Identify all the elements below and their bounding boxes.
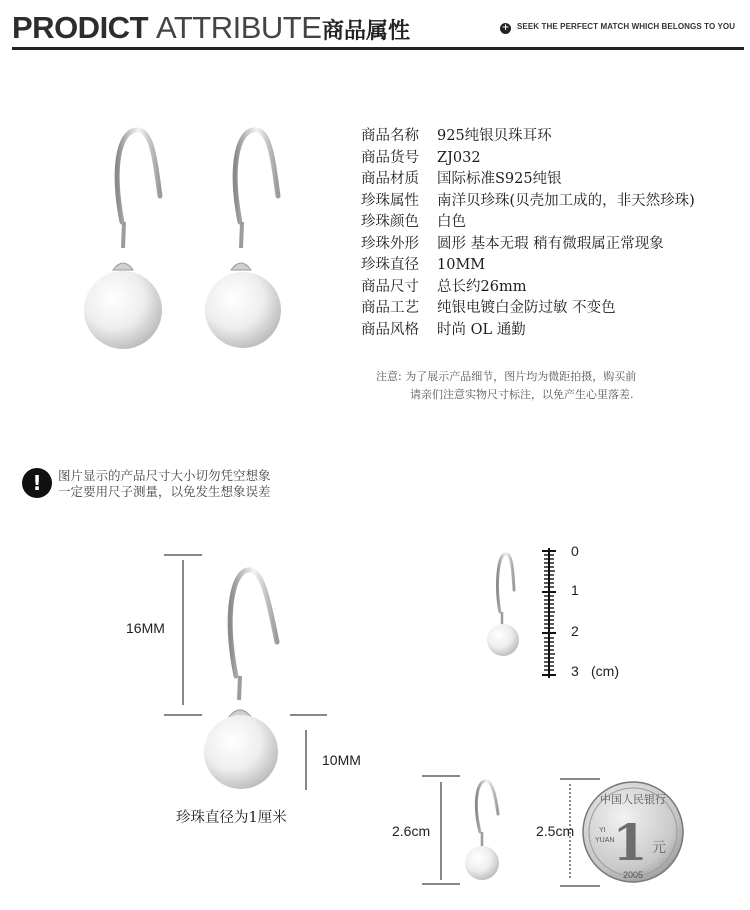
ruler-tick-3: 3: [571, 663, 579, 679]
ruler-tick-1: 1: [571, 582, 579, 598]
ruler-tick-2: 2: [571, 623, 579, 639]
coin-denomination: 1: [612, 813, 648, 872]
earring-coin-compare: [465, 781, 499, 880]
note-line-2: 请亲们注意实物尺寸标注，以免产生心里落差.: [410, 388, 634, 401]
attribute-list: [361, 124, 695, 339]
coin-yi: YI: [599, 827, 606, 834]
warning-line-1: 图片显示的产品尺寸大小切勿凭空想象: [58, 468, 271, 483]
attr-row: 商品名称 925纯银贝珠耳环: [361, 128, 552, 144]
plus-icon: +: [501, 23, 510, 33]
ruler-unit: (cm): [591, 663, 619, 679]
pearl-diameter-caption: 珍珠直径为1厘米: [176, 810, 287, 826]
ruler-tick-0: 0: [571, 543, 579, 559]
attr-row: 珍珠属性 南洋贝珍珠(贝壳加工成的，非天然珍珠): [361, 192, 695, 209]
earring-right: [205, 130, 281, 348]
attr-row: 商品工艺 纯银电镀白金防过敏 不变色: [361, 300, 616, 316]
photo-note: [376, 368, 636, 404]
attr-row: 珍珠外形 圆形 基本无瑕 稍有微瑕属正常现象: [361, 235, 664, 252]
title-chinese: 商品属性: [322, 19, 411, 44]
attr-row: 珍珠直径 10MM: [361, 257, 486, 273]
header-slogan: SEEK THE PERFECT MATCH WHICH BELONGS TO YOU: [517, 22, 736, 31]
coin-diameter-label: 2.5cm: [536, 823, 575, 839]
earring-large: [204, 570, 278, 789]
earring-length-label: 2.6cm: [392, 823, 431, 839]
title-bold: PRODICT: [12, 10, 148, 45]
coin-top-text: 中国人民银行: [600, 793, 666, 806]
attr-row: 商品材质 国际标准S925纯银: [361, 171, 562, 187]
earring-left: [84, 130, 162, 349]
attr-row: 商品货号 ZJ032: [361, 149, 481, 166]
note-line-1: 注意: 为了展示产品细节，图片均为微距拍摄，购买前: [376, 370, 637, 383]
exclamation-icon: !: [22, 468, 52, 498]
attr-row: 商品尺寸 总长约26mm: [361, 278, 527, 295]
hook-length-label: 16MM: [126, 620, 165, 636]
title-light: ATTRIBUTE: [156, 10, 322, 45]
warning-line-2: 一定要用尺子测量，以免发生想象误差: [58, 484, 271, 499]
attr-row: 商品风格 时尚 OL 通勤: [361, 321, 526, 338]
ruler: [542, 548, 556, 678]
coin-yuan: YUAN: [595, 837, 615, 844]
earring-small-ruler: [487, 554, 519, 656]
attr-row: 珍珠颜色 白色: [361, 214, 466, 230]
coin-year: 2005: [622, 870, 644, 880]
coin: [583, 782, 683, 882]
pearl-size-label: 10MM: [322, 752, 361, 768]
coin-unit: 元: [652, 840, 666, 856]
